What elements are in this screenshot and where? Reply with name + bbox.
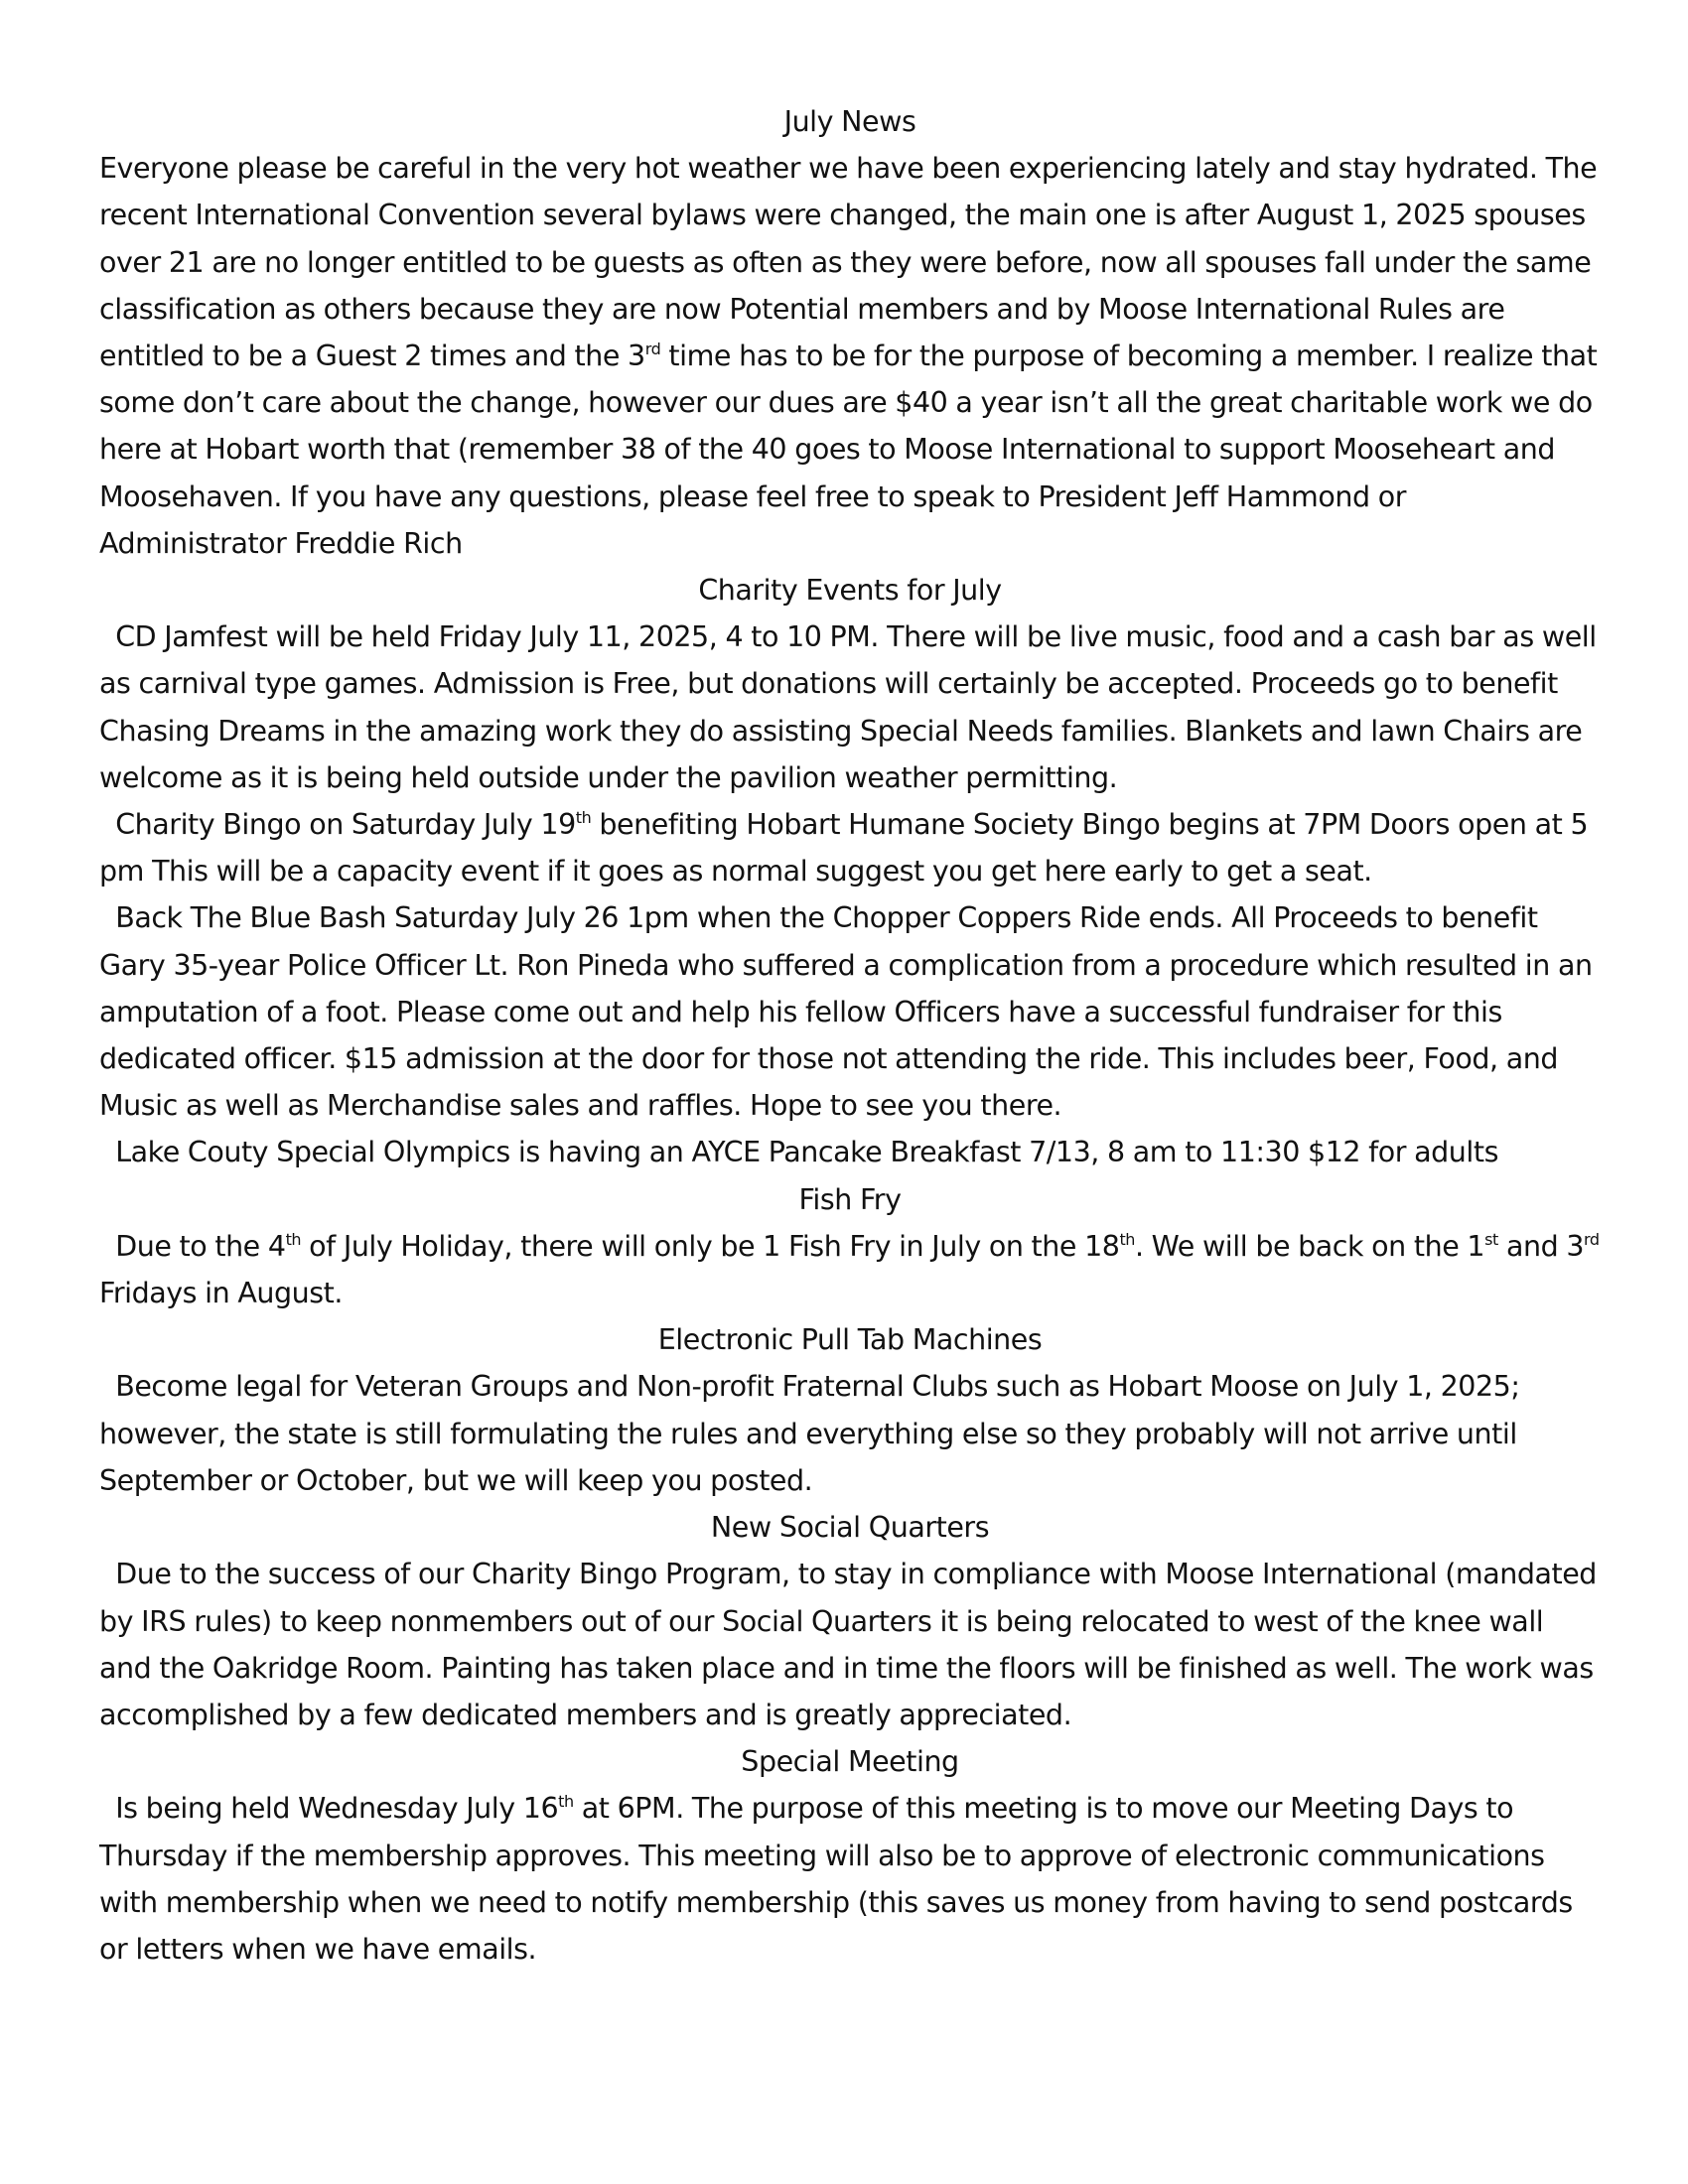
- ordinal-suffix: th: [285, 1229, 302, 1249]
- paragraph-text: Back The Blue Bash Saturday July 26 1pm when the Chopper Coppers Ride ends. All Proceeds to benefit Gary 35-year Police Officer Lt. Ron Pineda who suffered a complication from a procedure which resulted in an amputation of a foot. Please come out and help his fellow Officers have a successful fundraiser for this dedicated officer. $15 admission at the door for those not attending the ride. This includes beer, Food, and Music as well as Merchandise sales and raffles. Hope to see you there.: [99, 901, 1593, 1123]
- section-heading-special-meeting: Special Meeting: [741, 1745, 959, 1779]
- paragraph-text: benefiting Hobart Humane Society Bingo begins at 7PM Doors open at 5 pm This will be a capacity event if it goes as normal suggest you get here early to get a seat.: [99, 808, 1589, 888]
- paragraph-text: Become legal for Veteran Groups and Non-profit Fraternal Clubs such as Hobart Moose on July 1, 2025; however, the state is still formulating the rules and everything else so they probably will not arrive until September or October, but we will keep you posted.: [99, 1370, 1520, 1497]
- paragraph-text: Everyone please be careful in the very hot weather we have been experiencing lately and stay hydrated. The recent International Convention several bylaws were changed, the main one is after August 1, 2025 spouses over 21 are no longer entitled to be guests as often as they were before, now all spouses fall under the same classification as others because they are now Potential members and by Moose International Rules are entitled to be a Guest 2 times and the 3: [99, 152, 1598, 373]
- newsletter-page: [99, 98, 1601, 1973]
- paragraph-text: Due to the success of our Charity Bingo Program, to stay in compliance with Moose International (mandated by IRS rules) to keep nonmembers out of our Social Quarters it is being relocated to west of the knee wall and the Oakridge Room. Painting has taken place and in time the floors will be finished as well. The work was accomplished by a few dedicated members and is greatly appreciated.: [99, 1558, 1597, 1731]
- paragraph: [99, 1223, 1601, 1316]
- paragraph-text: Fridays in August.: [99, 1277, 344, 1310]
- paragraph: [99, 801, 1601, 894]
- paragraph-text: of July Holiday, there will only be 1 Fish Fry in July on the 18: [301, 1229, 1120, 1263]
- paragraph: [99, 145, 1601, 567]
- paragraph-text: Lake Couty Special Olympics is having an AYCE Pancake Breakfast 7/13, 8 am to 11:30 $12 for adults: [115, 1136, 1498, 1169]
- section-heading-charity-events-for-july: Charity Events for July: [698, 574, 1002, 608]
- section-heading-fish-fry: Fish Fry: [798, 1182, 902, 1216]
- paragraph: [99, 1363, 1601, 1504]
- section-heading-july-news: July News: [783, 105, 916, 138]
- paragraph-text: time has to be for the purpose of becoming a member. I realize that some don’t care about the change, however our dues are $40 a year isn’t all the great charitable work we do here at Hobart worth that (remember 38 of the 40 goes to Moose International to support Mooseheart and Moosehaven. If you have any questions, please feel free to speak to President Jeff Hammond or Administrator Freddie Rich: [99, 340, 1598, 560]
- paragraph-text: Is being held Wednesday July 16: [115, 1792, 559, 1826]
- paragraph-text: CD Jamfest will be held Friday July 11, 2025, 4 to 10 PM. There will be live music, food and a cash bar as well as carnival type games. Admission is Free, but donations will certainly be accepted. Proceeds go to benefit Chasing Dreams in the amazing work they do assisting Special Needs families. Blankets and lawn Chairs are welcome as it is being held outside under the pavilion weather permitting.: [99, 620, 1597, 794]
- paragraph: [99, 614, 1601, 801]
- ordinal-suffix: th: [575, 808, 592, 828]
- paragraph-text: at 6PM. The purpose of this meeting is to move our Meeting Days to Thursday if the membership approves. This meeting will also be to approve of electronic communications with membership when we need to notify membership (this saves us money from having to send postcards or letters when we have emails.: [99, 1792, 1573, 1966]
- ordinal-suffix: st: [1484, 1229, 1498, 1249]
- ordinal-suffix: th: [558, 1792, 574, 1812]
- paragraph: [99, 1785, 1601, 1973]
- ordinal-suffix: rd: [1584, 1229, 1600, 1249]
- section-heading-new-social-quarters: New Social Quarters: [710, 1511, 990, 1545]
- paragraph: [99, 894, 1601, 1129]
- section-heading-electronic-pull-tab-machines: Electronic Pull Tab Machines: [657, 1323, 1043, 1357]
- ordinal-suffix: th: [1119, 1229, 1135, 1249]
- paragraph-text: Charity Bingo on Saturday July 19: [115, 808, 576, 842]
- paragraph: [99, 1551, 1601, 1738]
- ordinal-suffix: rd: [644, 340, 661, 359]
- paragraph-text: Due to the 4: [115, 1229, 286, 1263]
- paragraph-text: and 3: [1497, 1229, 1585, 1263]
- paragraph: [99, 1129, 1601, 1175]
- paragraph-text: . We will be back on the 1: [1134, 1229, 1485, 1263]
